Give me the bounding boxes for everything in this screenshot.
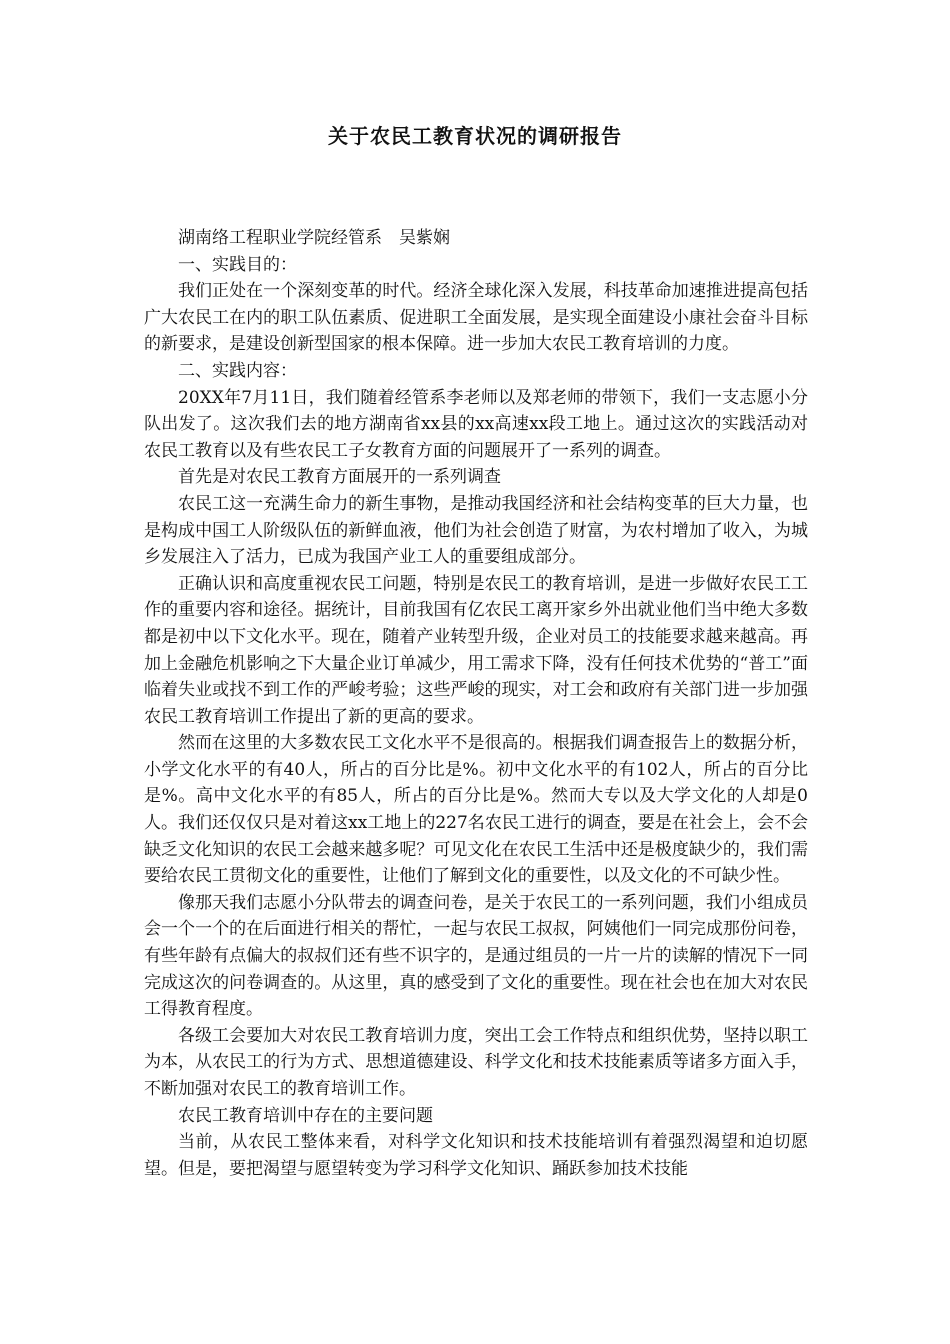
paragraph: 正确认识和高度重视农民工问题，特别是农民工的教育培训，是进一步做好农民工工作的重要内容和途径。据统计，目前我国有亿农民工离开家乡外出就业他们当中绝大多数都是初中以下文化水平。现在，随着产业转型升级，企业对员工的技能要求越来越高。再加上金融危机影响之下大量企业订单减少，用工需求下降，没有任何技术优势的“普工”面临着失业或找不到工作的严峻考验；这些严峻的现实，对工会和政府有关部门进一步加强农民工教育培训工作提出了新的更高的要求。 — [144, 573, 808, 727]
document-title: 关于农民工教育状况的调研报告 — [328, 124, 622, 148]
section-heading: 二、实践内容： — [178, 360, 297, 381]
paragraph: 像那天我们志愿小分队带去的调查问卷，是关于农民工的一系列问题，我们小组成员会一个一个的在后面进行相关的帮忙，一起与农民工叔叔，阿姨他们一同完成那份问卷，有些年龄有点偏大的叔叔们还有些不识字的，是通过组员的一片一片的读解的情况下一同完成这次的问卷调查的。从这里，真的感受到了文化的重要性。现在社会也在加大对农民工得教育程度。 — [144, 892, 808, 1020]
paragraph: 然而在这里的大多数农民工文化水平不是很高的。根据我们调查报告上的数据分析，小学文化水平的有40人，所占的百分比是%。初中文化水平的有102人，所占的百分比是%。高中文化水平的有85人，所占的百分比是%。然而大专以及大学文化的人却是0人。我们还仅仅只是对着这xx工地上的227名农民工进行的调查，要是在社会上，会不会缺乏文化知识的农民工会越来越多呢？可见文化在农民工生活中还是极度缺少的，我们需要给农民工贯彻文化的重要性，让他们了解到文化的重要性，以及文化的不可缺少性。 — [144, 733, 808, 887]
paragraph: 20XX年7月11日，我们随着经管系李老师以及郑老师的带领下，我们一支志愿小分队出发了。这次我们去的地方湖南省xx县的xx高速xx段工地上。通过这次的实践活动对农民工教育以及有些农民工子女教育方面的问题展开了一系列的调查。 — [144, 387, 808, 461]
paragraph: 我们正处在一个深刻变革的时代。经济全球化深入发展，科技革命加速推进提高包括广大农民工在内的职工队伍素质、促进职工全面发展，是实现全面建设小康社会奋斗目标的新要求，是建设创新型国家的根本保障。进一步加大农民工教育培训的力度。 — [144, 281, 808, 355]
section-heading: 一、实践目的： — [178, 254, 297, 275]
subheading: 首先是对农民工教育方面展开的一系列调查 — [178, 467, 501, 488]
paragraph: 当前，从农民工整体来看，对科学文化知识和技术技能培训有着强烈渴望和迫切愿望。但是，要把渴望与愿望转变为学习科学文化知识、踊跃参加技术技能 — [144, 1132, 808, 1179]
paragraph: 农民工这一充满生命力的新生事物，是推动我国经济和社会结构变革的巨大力量，也是构成中国工人阶级队伍的新鲜血液，他们为社会创造了财富，为农村增加了收入，为城乡发展注入了活力，已成为我国产业工人的重要组成部分。 — [144, 493, 808, 568]
paragraph: 各级工会要加大对农民工教育培训力度，突出工会工作特点和组织优势，坚持以职工为本，从农民工的行为方式、思想道德建设、科学文化和技术技能素质等诸多方面入手，不断加强对农民工的教育培训工作。 — [144, 1025, 808, 1099]
document-body — [144, 225, 808, 1182]
author-line: 湖南络工程职业学院经管系 吴紫娴 — [178, 228, 450, 248]
subheading: 农民工教育培训中存在的主要问题 — [178, 1105, 433, 1126]
